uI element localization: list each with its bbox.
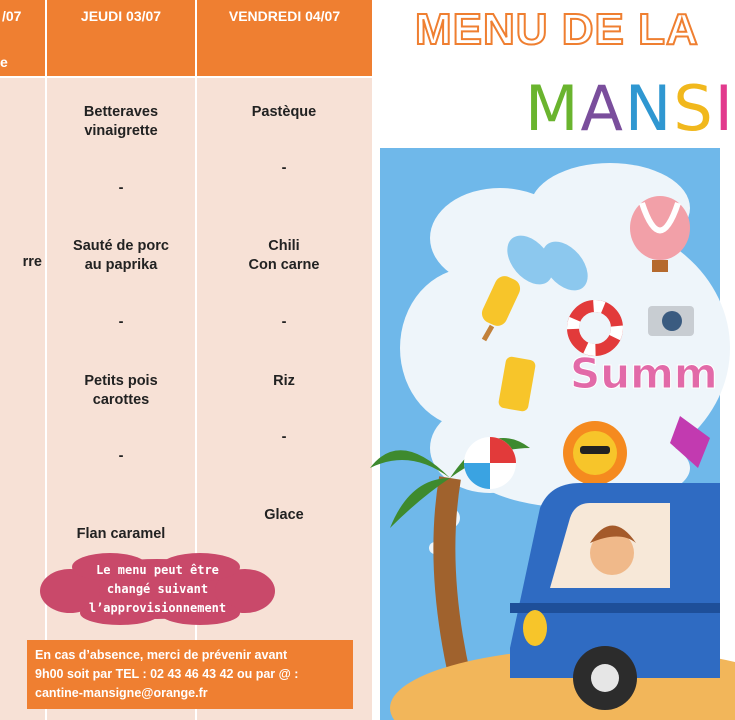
menu-item: Pastèque bbox=[251, 104, 317, 120]
contact-line: En cas d’absence, merci de prévenir avant bbox=[35, 648, 288, 662]
town-letter: A bbox=[580, 72, 625, 145]
header-vendredi: VENDREDI 04/07 bbox=[228, 8, 341, 24]
contact-phone-line: 9h00 soit par TEL : 02 43 46 43 42 ou par @ : bbox=[35, 667, 299, 681]
menu-separator: - bbox=[118, 314, 124, 330]
menu-item: Betteraves vinaigrette bbox=[83, 104, 159, 139]
contact-box bbox=[27, 640, 353, 709]
town-name bbox=[525, 72, 735, 145]
town-letter: S bbox=[673, 72, 715, 145]
menu-item: Chili Con carne bbox=[248, 238, 320, 273]
menu-separator: - bbox=[118, 448, 124, 464]
menu-separator: - bbox=[281, 429, 287, 445]
left-partial-item: rre bbox=[22, 254, 42, 270]
menu-separator: - bbox=[118, 180, 124, 196]
camera-icon bbox=[648, 306, 694, 336]
header-jeudi: JEUDI 03/07 bbox=[80, 8, 162, 24]
menu-item: Glace bbox=[264, 507, 304, 523]
menu-item: Flan caramel bbox=[76, 526, 166, 542]
town-letter: I bbox=[714, 72, 735, 145]
summer-illustration bbox=[380, 148, 720, 720]
summer-text: Summ bbox=[570, 349, 718, 398]
sun-icon bbox=[563, 421, 627, 485]
menu-item: Sauté de porc au paprika bbox=[73, 238, 169, 273]
menu-separator: - bbox=[281, 160, 287, 176]
contact-email[interactable]: cantine-mansigne@orange.fr bbox=[35, 686, 208, 700]
page-title: MENU DE LA bbox=[415, 5, 699, 54]
header-divider bbox=[0, 76, 372, 78]
header-left-fragment: /07 bbox=[2, 8, 22, 24]
beach-ball-icon bbox=[464, 437, 516, 489]
town-letter: N bbox=[624, 72, 674, 145]
menu-separator: - bbox=[281, 314, 287, 330]
notice-text: Le menu peut être changé suivant l’approvisionnement bbox=[88, 563, 227, 615]
menu-item: Petits pois carottes bbox=[84, 373, 158, 408]
header-left-sub: e bbox=[0, 54, 8, 70]
car-icon bbox=[510, 483, 720, 710]
menu-item: Riz bbox=[273, 373, 295, 389]
town-letter: M bbox=[525, 72, 581, 145]
